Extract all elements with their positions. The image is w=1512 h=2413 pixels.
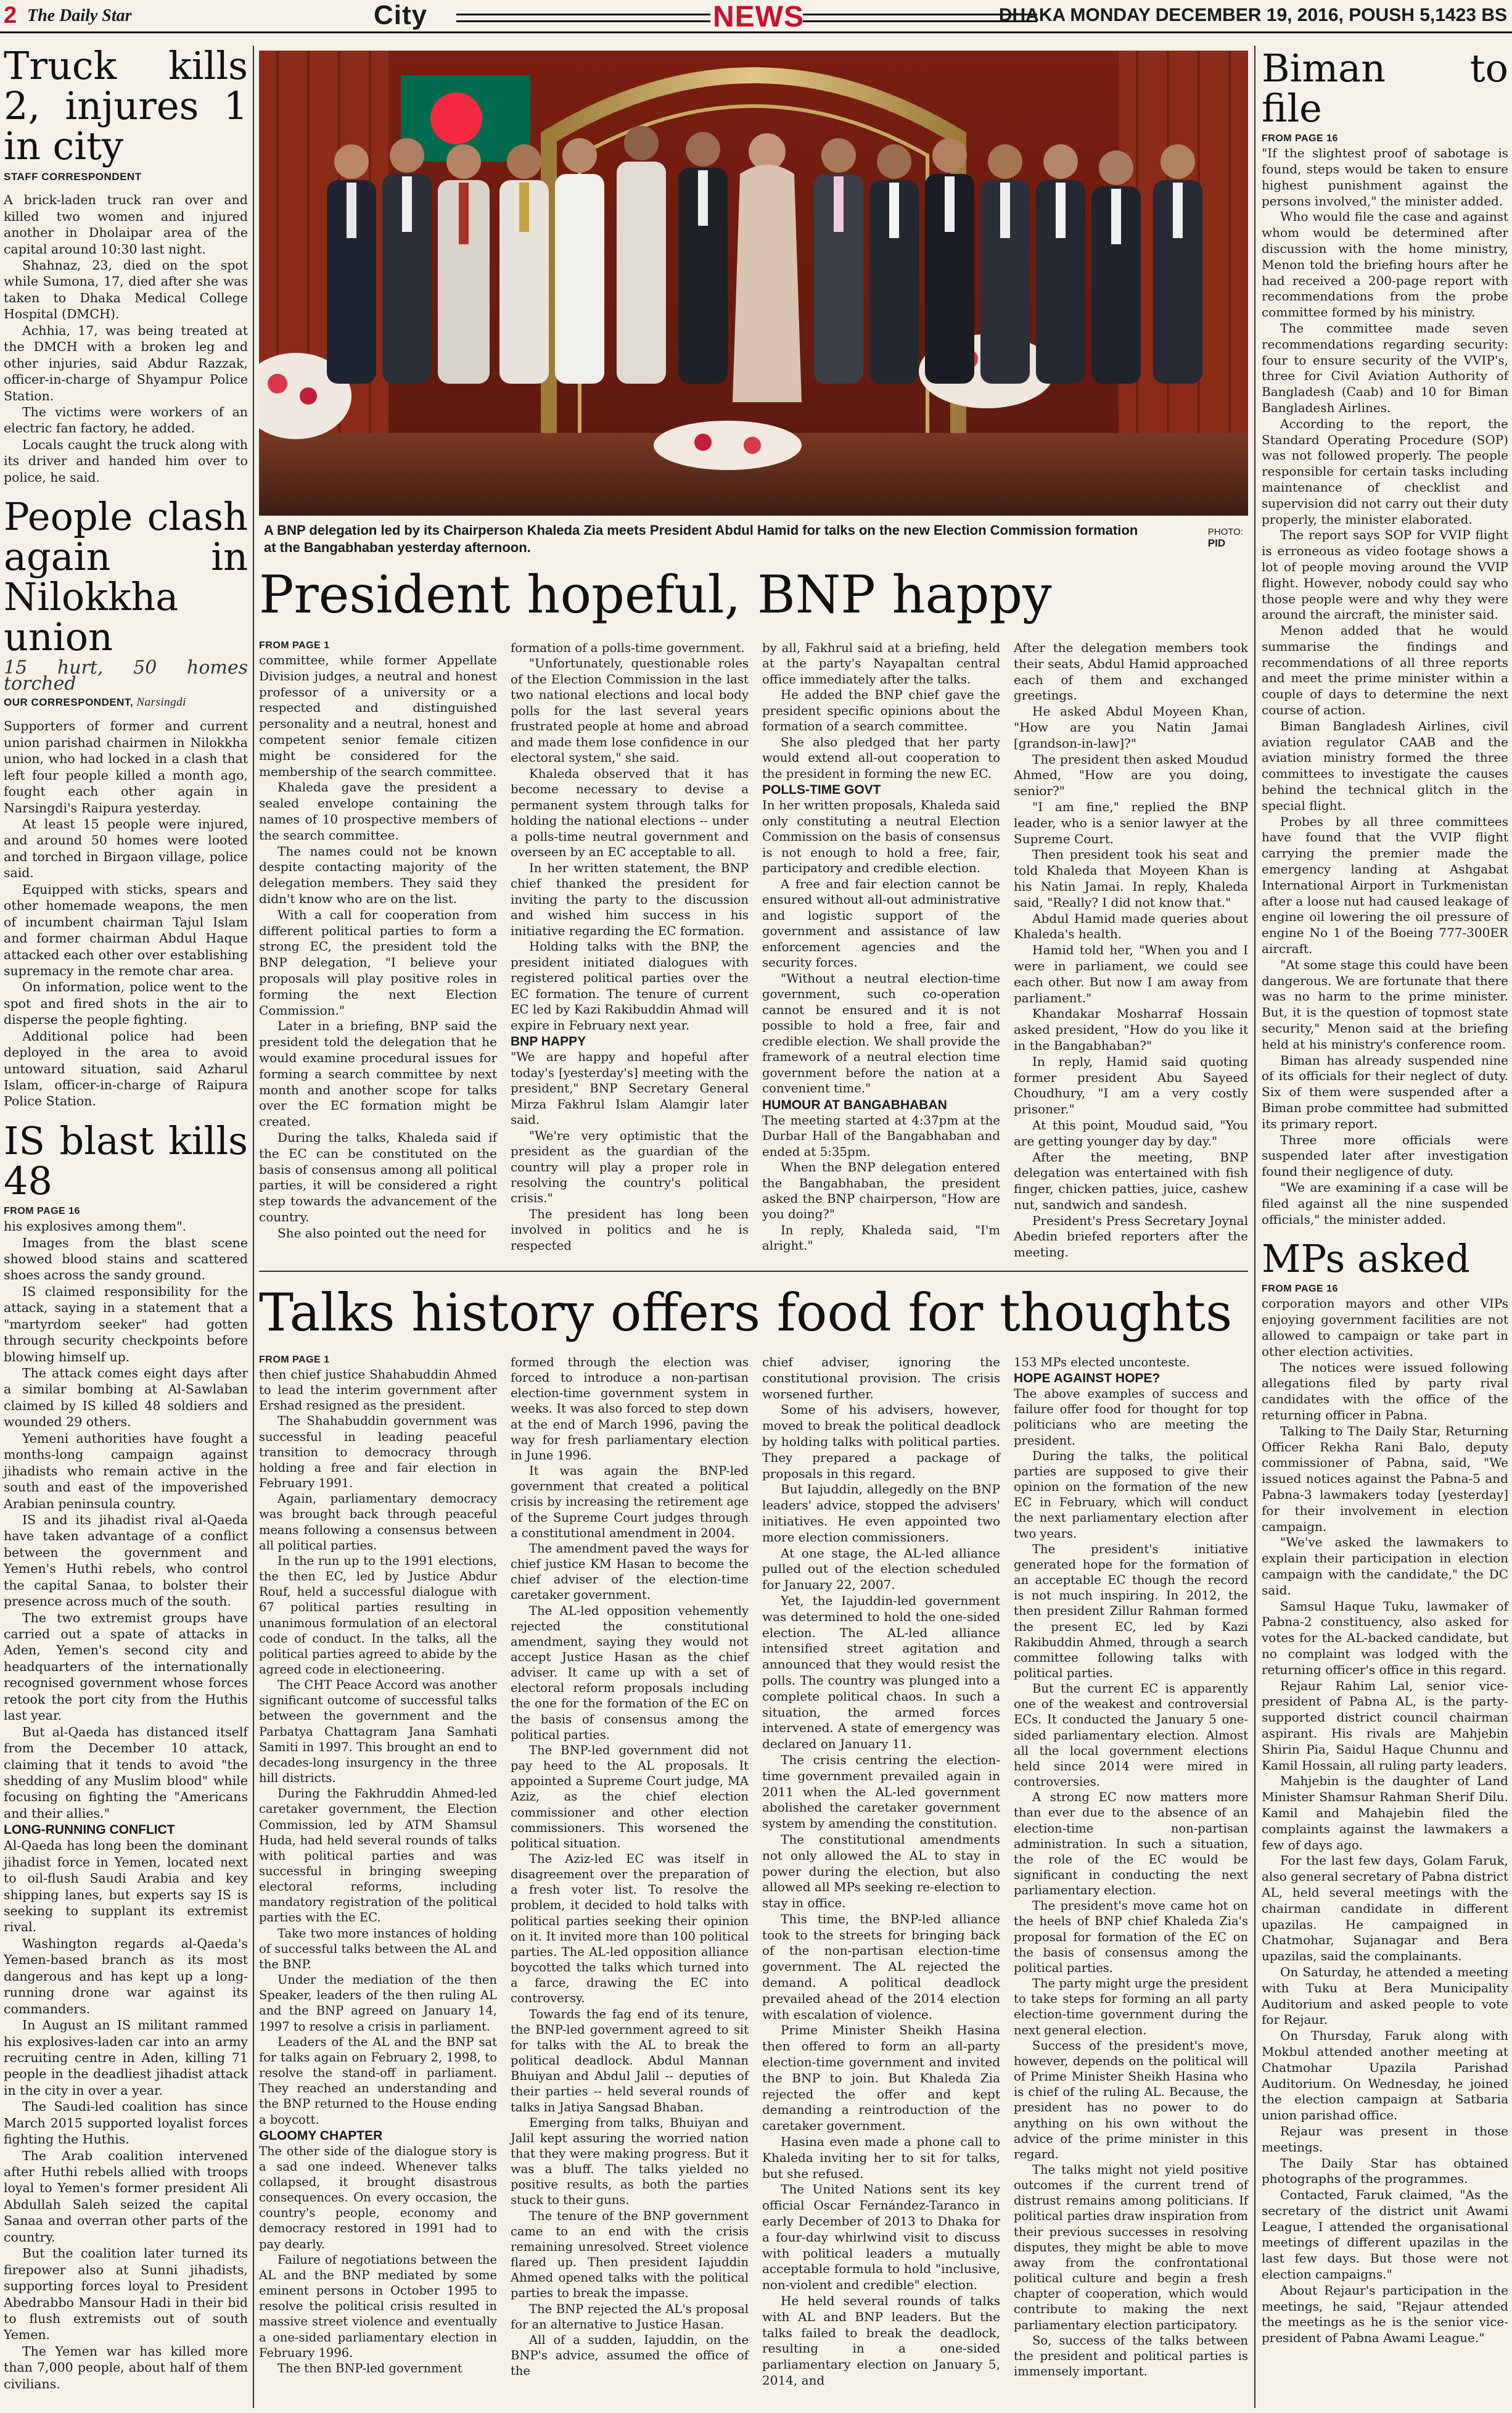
left-column — [4, 43, 248, 2392]
paragraph: Leaders of the AL and the BNP sat for talks again on February 2, 1998, to resolve the stand-off in parliament. They reached an understanding and the BNP returned to the House ending a boycott. — [259, 2034, 497, 2127]
paragraph: About Rejaur's participation in the meetings, he said, "Rejaur attended the meetings as he is the senior vice-president of Pabna Awami League." — [1262, 2282, 1508, 2346]
paragraph: Contacted, Faruk claimed, "As the secretary of the district unit Awami League, I attended the organisational meetings of different upazilas in the last few days. But those were not election campaigns." — [1262, 2187, 1508, 2282]
paragraph: On Saturday, he attended a meeting with Tuku at Bera Municipality Auditorium and asked people to vote for Rejaur. — [1262, 1964, 1508, 2027]
paragraph: Achhia, 17, was being treated at the DMCH with a broken leg and other injuries, said Abdur Razzak, officer-in-charge of Shyampur Police Station. — [4, 323, 248, 403]
paragraph: During the talks, Khaleda said if the EC can be constituted on the basis of consensus among all political parties, it will be considered a right step towards the advancement of the country. — [259, 1129, 497, 1224]
dateline: DHAKA MONDAY DECEMBER 19, 2016, POUSH 5,1423 BS — [998, 5, 1507, 25]
paragraph: "We've asked the lawmakers to explain their participation in election campaign with the candidate," the DC said. — [1262, 1535, 1508, 1598]
headline: MPs asked — [1262, 1236, 1470, 1282]
paragraph: Additional police had been deployed in the area to avoid untoward situation, said Azharul Islam, officer-in-charge of Raipura Police Station. — [4, 1028, 248, 1109]
headline: IS blast kills 48 — [4, 1118, 248, 1203]
paragraph: The BNP rejected the AL's proposal for an alternative to Justice Hasan. — [511, 2301, 749, 2332]
paragraph: The attack comes eight days after a similar bombing at Al-Sawlaban claimed by IS killed 48 soldiers and wounded 29 others. — [4, 1366, 248, 1430]
paragraph: The United Nations sent its key official Oscar Fernández-Taranco in early December of 2013 to Dhaka for a four-day whirlwind visit to discuss with political leaders a mutually acceptable formula to hold "inclusive, non-violent and credible" election. — [762, 2182, 1000, 2293]
talks-col-3 — [762, 1355, 1000, 2389]
paragraph: Locals caught the truck along with its driver and handed him over to police, he said. — [4, 437, 248, 485]
photo-caption: A BNP delegation led by its Chairperson Khaleda Zia meets President Abdul Hamid for talks on the new Election Commission formation at the Bangabhaban yesterday afternoon. — [264, 522, 1138, 555]
paragraph: Khandakar Mosharraf Hossain asked president, "How do you like it in the Bangabhaban?" — [1014, 1006, 1248, 1053]
story-body — [4, 1838, 248, 2392]
paragraph: The then BNP-led government — [277, 2361, 462, 2375]
paragraph: chief adviser, ignoring the constitutional provision. The crisis worsened further. — [762, 1355, 1000, 1401]
paragraph: Biman has already suspended nine of its officials for their neglect of duty. Six of them were suspended after a Biman probe committee had submitted its primary report. — [1262, 1052, 1508, 1131]
subhead: HOPE AGAINST HOPE? — [1014, 1371, 1161, 1386]
paragraph: It was again the BNP-led government that created a political crisis by increasing the retirement age of the Supreme Court judges through a constitutional amendment in 2004. — [511, 1464, 749, 1540]
paragraph: IS and its jihadist rival al-Qaeda have taken advantage of a conflict between the government and Yemen's Huthi rebels, who control the capital Sanaa, to bolster their presence across much of the south. — [4, 1512, 248, 1609]
paragraph: "I am fine," replied the BNP leader, who is a senior lawyer at the Supreme Court. — [1014, 799, 1248, 846]
masthead — [0, 0, 1512, 33]
kicker: 15 hurt, 50 homes torched — [4, 656, 248, 695]
paragraph: At one stage, the AL-led alliance pulled out of the election scheduled for January 22, 2007. — [762, 1545, 1000, 1593]
paragraph: The president has long been involved in politics and he is respected — [511, 1206, 749, 1253]
paragraph: 153 MPs elected unconteste. — [1014, 1355, 1190, 1369]
paragraph: He added the BNP chief gave the president specific opinions about the formation of a search committee. — [762, 688, 1000, 734]
paragraph: Biman Bangladesh Airlines, civil aviation regulator CAAB and the aviation ministry formed the three committees to investigate the causes behind the technical glitch in the special flight. — [1262, 718, 1508, 813]
paragraph: The Saudi-led coalition has since March 2015 supported loyalist forces fighting the Huthis. — [4, 2099, 248, 2147]
paragraph: "If the slightest proof of sabotage is found, steps would be taken to ensure highest punishment against the persons involved," the minister added. — [1262, 146, 1508, 208]
paragraph: IS claimed responsibility for the attack, saying in a statement that a "martyrdom seeker" had gotten through security checkpoints before blowing himself up. — [4, 1284, 248, 1364]
column-rule — [253, 46, 254, 2408]
paragraph: But the coalition later turned its firepower also at Sunni jihadists, supporting forces loyal to President Abedrabbo Mansour Hadi in their bid to flush extremists out of south Yemen. — [4, 2246, 248, 2343]
headline: Biman to file — [1262, 46, 1508, 131]
headline: People clash again in Nilokkha union — [4, 494, 248, 660]
story-body — [1262, 146, 1508, 1227]
paragraph: The CHT Peace Accord was another significant outcome of successful talks between the government and the Parbatya Chattagram Jana Samhati Samiti in 1997. This brought an end to decades-long insurgency in the three hill districts. — [259, 1678, 497, 1786]
paragraph: In the run up to the 1991 elections, the then EC, led by Justice Abdur Rouf, held a successful dialogue with 67 political parties resulting in unanimous formulation of an electoral code of conduct. In the talks, all the political parties agreed to abide by the agreed code in electioneering. — [259, 1553, 497, 1677]
paragraph: corporation mayors and other VIPs enjoying government facilities are not allowed to campaign or take part in other election activities. — [1262, 1296, 1508, 1359]
story-body — [1262, 1296, 1508, 2346]
paragraph: The crisis centring the election-time government prevailed again in 2011 when the AL-led government abolished the caretaker government system by amending the constitution. — [762, 1752, 1000, 1831]
story-biman — [1262, 48, 1508, 1227]
paragraph: Menon added that he would summarise the findings and recommendations of all three reports and meet the prime minister within a couple of days to determine the next course of action. — [1262, 623, 1508, 718]
paragraph: Khaleda gave the president a sealed envelope containing the names of 10 prospective members of the search committee. — [259, 780, 497, 843]
paragraph: Probes by all three committees have found that the VVIP flight carrying the premier made the emergency landing at Ashgabat International Airport in Turkmenistan after a loose nut had caused leakage of engine oil lowering the oil pressure of engine No 1 of the Boeing 777-300ER aircraft. — [1262, 814, 1508, 957]
paragraph: Then president took his seat and told Khaleda that Moyeen Khan is his Natin Jamai. In reply, Khaleda said, "Really? I did not know that." — [1014, 847, 1248, 910]
photo-caption-block — [259, 518, 1248, 561]
paragraph: The Arab coalition intervened after Huthi rebels allied with troops loyal to Yemen's former president Ali Abdullah Saleh seized the capital Sanaa and overran other parts of the country. — [4, 2148, 248, 2245]
jump-line: FROM PAGE 1 — [259, 1355, 330, 1365]
paragraph: The report says SOP for VVIP flight is erroneous as video footage shows a lot of people moving around the VVIP flight. However, nobody could say who those people were and why they were around the aircraft, the minister said. — [1262, 527, 1508, 622]
jump-line: FROM PAGE 16 — [4, 1206, 80, 1217]
paragraph: The Shahabuddin government was successful in leading peaceful transition to democracy through holding a free and fair election in February 1991. — [259, 1414, 497, 1491]
paragraph: But the current EC is apparently one of the weakest and controversial ECs. It conducted the January 5 one-sided parliamentary election. Almost all the local government elections held since 2014 were mired in controversies. — [1014, 1681, 1248, 1789]
paragraph: The committee made seven recommendations regarding security: four to ensure security of the VVIP's, three for Civil Aviation Authority of Bangladesh (Caab) and 10 for Biman Bangladesh Airlines. — [1262, 320, 1508, 415]
paragraph: At this point, Moudud said, "You are getting younger day by day." — [1014, 1117, 1248, 1149]
news-photo — [259, 51, 1248, 516]
story-mps — [1262, 1236, 1508, 2346]
paragraph: Talking to The Daily Star, Returning Officer Rekha Rani Balo, deputy commissioner of Pabna, said, "We issued notices against the Pabna-5 and Pabna-3 lawmakers today [yesterday] for their involvement in election campaign. — [1262, 1423, 1508, 1534]
paragraph: The tenure of the BNP government came to an end with the crisis remaining unresolved. Street violence flared up. Then president Iajuddin Ahmed opened talks with the political parties to break the impasse. — [511, 2208, 749, 2301]
headline-talks: Talks history offers food for thoughts — [259, 1282, 1233, 1343]
paragraph: In reply, Khaleda said, "I'm alright." — [762, 1223, 1000, 1253]
delegation-photo-illustration — [259, 51, 1248, 516]
paragraph: At least 15 people were injured, and around 50 homes were looted and torched in Birgaon village, police said. — [4, 817, 248, 881]
paragraph: Again, parliamentary democracy was brought back through peaceful means following a consensus between all political parties. — [259, 1491, 497, 1553]
paragraph: He held several rounds of talks with AL and BNP leaders. But the talks failed to break the deadlock, resulting in a one-sided parliamentary election on January 5, 2014, and — [762, 2293, 1000, 2388]
story-body — [4, 192, 248, 485]
paragraph: Three more officials were suspended later after investigation found their negligence of duty. — [1262, 1132, 1508, 1179]
paragraph: The names could not be known despite contacting majority of the delegation members. They said they didn't know who are on the list. — [259, 843, 497, 906]
president-col-3 — [762, 640, 1000, 1254]
talks-col-1 — [259, 1355, 497, 2376]
paragraph: In her written statement, the BNP chief thanked the president for inviting the party to the discussion and wished him success in his initiative regarding the EC formation. — [511, 860, 749, 938]
paragraph: Supporters of former and current union parishad chairmen in Nilokkha union, who had locked in a clash that left four people killed a month ago, fought each other again in Narsingdi's Raipura yesterday. — [4, 719, 248, 815]
paragraph: The talks might not yield positive outcomes if the current trend of distrust remains among politicians. If political parties draw inspiration from their previous successes in resolving disputes, they might be able to move away from the confrontational political culture and begin a fresh chapter of cooperation, which would contribute to making the next parliamentary election participatory. — [1014, 2162, 1248, 2332]
paragraph: "We are examining if a case will be filed against all the nine suspended officials," the minister added. — [1262, 1179, 1508, 1227]
paragraph: The meeting started at 4:37pm at the Durbar Hall of the Bangabhaban and ended at 5:35pm. — [762, 1113, 1000, 1159]
paragraph: This time, the BNP-led alliance took to the streets for bringing back of the non-partisan election-time government. The AL rejected the demand. A political deadlock prevailed ahead of the 2014 election with escalation of violence. — [762, 1911, 1000, 2022]
paragraph: The other side of the dialogue story is a sad one indeed. Whenever talks collapsed, it brought disastrous consequences. On every occasion, the country's people, economy and democracy restored in 1991 had to pay dearly. — [259, 2143, 497, 2251]
paragraph: A strong EC now matters more than ever due to the absence of an election-time non-partisan administration. In such a situation, the role of the EC would be significant in conducting the next parliamentary election. — [1014, 1790, 1248, 1898]
paragraph: formed through the election was forced to introduce a non-partisan election-time government system in weeks. It was also forced to step down at the end of March 1996, paving the way for fresh parliamentary election in June 1996. — [511, 1355, 749, 1462]
paragraph: In her written proposals, Khaleda said only constituting a neutral Election Commission on the basis of consensus is not enough to hold a free, fair, participatory and credible election. — [762, 798, 1000, 876]
paragraph: "Unfortunately, questionable roles of the Election Commission in the last two national elections and local body polls for the last several years frustrated people at home and abroad and made them lose confidence in our electoral system," she said. — [511, 656, 749, 765]
paragraph: Washington regards al-Qaeda's Yemen-based branch as its most dangerous and has kept up a long-running drone war against its commanders. — [4, 1936, 248, 2016]
president-col-1 — [259, 640, 497, 1241]
paragraph: The amendment paved the ways for chief justice KM Hasan to become the chief adviser of the election-time caretaker government. — [511, 1541, 749, 1602]
paragraph: Later in a briefing, BNP said the president told the delegation that he would examine procedural issues for forming a search committee by next month and another scope for talks over the EC formation might be created. — [259, 1018, 497, 1129]
paragraph: After the meeting, BNP delegation was entertained with fish finger, chicken patties, juice, cashew nut, sandwich and sandesh. — [1014, 1149, 1248, 1212]
paragraph: During the talks, the political parties are supposed to give their opinion on the formation of the new EC in February, which will conduct the next parliamentary election after two years. — [1014, 1448, 1248, 1541]
byline: STAFF CORRESPONDENT — [4, 171, 142, 183]
paragraph: During the Fakhruddin Ahmed-led caretaker government, the Election Commission, led by ATM Shamsul Huda, had held several rounds of talks with political parties and was successful in bringing sweeping electoral reforms, including mandatory registration of the political parties with the EC. — [259, 1786, 497, 1925]
paragraph: The BNP-led government did not pay heed to the AL proposals. It appointed a Supreme Court judge, MA Aziz, as the chief election commissioner and other election commissioners. This worsened the political situation. — [511, 1743, 749, 1850]
paragraph: The Yemen war has killed more than 7,000 people, about half of them civilians. — [4, 2343, 248, 2391]
page-number: 2 — [4, 2, 17, 28]
paragraph: The Aziz-led EC was itself in disagreement over the preparation of a fresh voter list. To resolve the problem, it decided to hold talks with political parties seeking their opinion on it. It invited more than 100 political parties. The AL-led opposition alliance boycotted the talks which turned into a farce, drawing the EC into controversy. — [511, 1852, 749, 2006]
paragraph: The party might urge the president to take steps for forming an all party election-time government during the next general election. — [1014, 1976, 1248, 2037]
jump-line: FROM PAGE 1 — [259, 640, 330, 651]
paragraph: The constitutional amendments not only allowed the AL to stay in power during the election, but also allowed all MPs seeking re-election to stay in office. — [762, 1831, 1000, 1911]
paragraph: Failure of negotiations between the AL and the BNP mediated by some eminent persons in October 1995 to resolve the political crisis resulted in massive street violence and eventually a one-sided parliamentary election in February 1996. — [259, 2252, 497, 2360]
headline-president: President hopeful, BNP happy — [259, 564, 1052, 625]
paragraph: Al-Qaeda has long been the dominant jihadist force in Yemen, located next to oil-flush Saudi Arabia and key shipping lanes, but experts say IS is seeking to supplant its extremist rival. — [4, 1838, 248, 1935]
paragraph: "We're very optimistic that the president as the guardian of the country will play a proper role in resolving the country's political crisis." — [511, 1128, 749, 1206]
paragraph: Images from the blast scene showed blood stains and scattered shoes across the sandy ground. — [4, 1235, 248, 1283]
paragraph: She also pledged that her party would extend all-out cooperation to the president in forming the new EC. — [762, 735, 1000, 781]
paragraph: The AL-led opposition vehemently rejected the constitutional amendment, saying they would not accept Justice Hasan as the chief adviser. It came up with a set of electoral reform proposals including the one for the formation of the EC on the basis of consensus among the political parties. — [511, 1603, 749, 1742]
paragraph: The president then asked Moudud Ahmed, "How are you doing, senior?" — [1014, 751, 1248, 799]
jump-line: FROM PAGE 16 — [1262, 1284, 1338, 1295]
paragraph: Holding talks with the BNP, the president initiated dialogues with registered political parties over the EC formation. The tenure of current EC led by Kazi Rakibuddin Ahmad will expire in February next year. — [511, 939, 749, 1033]
paragraph: Rejaur Rahim Lal, senior vice-president of Pabna AL, is the party-supported district council chairman aspirant. His rivals are Mahjebin Shirin Pia, Saidul Haque Chunnu and Kamil Hossain, all ruling party leaders. — [1262, 1678, 1508, 1773]
story-nilokkha — [4, 494, 248, 1110]
paragraph: President's Press Secretary Joynal Abedin briefed reporters after the meeting. — [1014, 1213, 1248, 1260]
paragraph: A brick-laden truck ran over and killed two women and injured another in Dholaipar area of the capital around 10:30 last night. — [4, 192, 248, 257]
photo-credit: PHOTO: PID — [1207, 527, 1243, 549]
paragraph: Yet, the Iajuddin-led government was determined to hold the one-sided election. The AL-led alliance intensified street agitation and announced that they would resist the polls. The country was plunged into a complete political chaos. In such a situation, the armed forces intervened. A state of emergency was declared on January 11. — [762, 1593, 1000, 1752]
story-body — [4, 1218, 248, 1821]
paragraph: "We are happy and hopeful after today's [yesterday's] meeting with the president," BNP Secretary General Mirza Fakhrul Islam Alamgir later said. — [511, 1050, 749, 1128]
paragraph: The Daily Star has obtained photographs of the programmes. — [1262, 2155, 1508, 2187]
president-col-4 — [1014, 640, 1248, 1261]
paragraph: In August an IS militant rammed his explosives-laden car into an army recruiting centre in Aden, killing 71 people in the deadliest jihadist attack in the city in over a year. — [4, 2018, 248, 2098]
paragraph: A free and fair election cannot be ensured without all-out administrative and logistic support of the government and assistance of law enforcement agencies and the security forces. — [762, 877, 1000, 970]
column-rule — [1254, 46, 1255, 2408]
paragraph: "At some stage this could have been dangerous. We are fortunate that there was no harm to the prime minister. But, it is the question of topmost state security," Menon said at the briefing held at his ministry's conference room. — [1262, 957, 1508, 1052]
paragraph: After the delegation members took their seats, Abdul Hamid approached each of them and exchanged greetings. — [1014, 640, 1248, 703]
paragraph: Rejaur was present in those meetings. — [1262, 2123, 1508, 2155]
paragraph: Emerging from talks, Bhuiyan and Jalil kept assuring the worried nation that they were making progress. But it was a bluff. The talks yielded no positive results, as both the parties stuck to their guns. — [511, 2115, 749, 2208]
paragraph: Khaleda observed that it has become necessary to devise a permanent system through talks for holding the national elections -- under a polls-time neutral government and overseen by an EC acceptable to all. — [511, 766, 749, 860]
paragraph: He asked Abdul Moyeen Khan, "How are you Natin Jamai [grandson-in-law]?" — [1014, 704, 1248, 751]
paragraph: On information, police went to the spot and fired shots in the air to disperse the people fighting. — [4, 980, 248, 1028]
paragraph: On Thursday, Faruk along with Mokbul attended another meeting at Chatmohar Upazila Parishad Auditorium. On Wednesday, he joined the election campaign at Satbaria union parishad office. — [1262, 2028, 1508, 2123]
paragraph: In reply, Hamid said quoting former president Abu Sayeed Choudhury, "I am a very costly prisoner." — [1014, 1054, 1248, 1117]
paragraph: Hasina even made a phone call to Khaleda inviting her to sit for talks, but she refused. — [762, 2134, 1000, 2181]
headline: Truck kills 2, injures 1 in city — [4, 43, 248, 169]
paragraph: formation of a polls-time government. — [511, 641, 745, 655]
paragraph: Equipped with sticks, spears and other homemade weapons, the men of incumbent chairman Tajul Islam and former chairman Abdul Haque attacked each other over establishing supremacy in the remote char area. — [4, 881, 248, 978]
paragraph: Hamid told her, "When you and I were in parliament, we could see each other. But now I am away from parliament." — [1014, 943, 1248, 1005]
paragraph: his explosives among them". — [4, 1219, 187, 1234]
paragraph: When the BNP delegation entered the Bangabhaban, the president asked the BNP chairperson, "How are you doing?" — [762, 1160, 1000, 1222]
subhead: POLLS-TIME GOVT — [762, 783, 881, 798]
paragraph: All of a sudden, Iajuddin, on the BNP's advice, assumed the office of the — [511, 2332, 749, 2378]
paragraph: Prime Minister Sheikh Hasina then offered to form an all-party election-time government and invited the BNP to join. But Khaleda Zia rejected the offer and kept demanding a reintroduction of the caretaker government. — [762, 2023, 1000, 2134]
talks-col-2 — [511, 1355, 749, 2378]
paragraph: The president's move came hot on the heels of BNP chief Khaleda Zia's proposal for formation of the EC on the basis of consensus among the political parties. — [1014, 1899, 1248, 1975]
paragraph: For the last few days, Golam Faruk, also general secretary of Pabna district AL, held several meetings with the chairman candidate in different upazilas. He campaigned in Chatmohar, Sujanagar and Bera upazilas, said the complainants. — [1262, 1853, 1508, 1964]
paragraph: The victims were workers of an electric fan factory, he added. — [4, 404, 248, 436]
paragraph: Abdul Hamid made queries about Khaleda's health. — [1014, 910, 1248, 942]
jump-line: FROM PAGE 16 — [1262, 133, 1338, 144]
paragraph: But al-Qaeda has distanced itself from the December 10 attack, claiming that it tends to avoid "the shedding of any Muslim blood" while focusing on fighting the "Americans and their allies." — [4, 1724, 248, 1821]
story-is-blast — [4, 1118, 248, 2392]
paragraph: The notices were issued following allegations filed by party rival candidates with the office of the returning officer in Pabna. — [1262, 1359, 1508, 1423]
masthead-rule — [456, 14, 710, 22]
paragraph: Under the mediation of the then Speaker, leaders of the then ruling AL and the BNP agreed on January 14, 1997 to resolve a crisis in parliament. — [259, 1973, 497, 2034]
subhead: LONG-RUNNING CONFLICT — [4, 1823, 175, 1838]
paragraph: Towards the fag end of its tenure, the BNP-led government agreed to sit for talks with the AL to break the political deadlock. Abdul Mannan Bhuiyan and Abdul Jalil -- deputies of their parties -- held several rounds of talks in Jatiya Sangsad Bhaban. — [511, 2007, 749, 2114]
president-col-2 — [511, 640, 749, 1253]
paragraph: Mahjebin is the daughter of Land Minister Shamsur Rahman Sherif Dilu. Kamil and Mahajebin filed the complaints against the lawmakers a few of days ago. — [1262, 1773, 1508, 1852]
subhead: GLOOMY CHAPTER — [259, 2128, 383, 2143]
paragraph: Some of his advisers, however, moved to break the political deadlock by holding talks with political parties. They prepared a package of proposals in this regard. — [762, 1402, 1000, 1481]
byline: OUR CORRESPONDENT, Narsingdi — [4, 696, 186, 709]
paragraph: Take two more instances of holding of successful talks between the AL and the BNP. — [259, 1926, 497, 1971]
paragraph: According to the report, the Standard Operating Procedure (SOP) was not followed properly. The people responsible for certain tasks including maintenance of checklist and supervision did not carry out their duty properly, the minister elaborated. — [1262, 416, 1508, 527]
paragraph: Samsul Haque Tuku, lawmaker of Pabna-2 constituency, also asked for votes for the AL-backed candidate, but no complaint was lodged with the returning officer's office in this regard. — [1262, 1598, 1508, 1677]
subhead: BNP HAPPY — [511, 1034, 586, 1049]
paragraph: But Iajuddin, allegedly on the BNP leaders' advice, stopped the advisers' initiatives. He even appointed two more election commissioners. — [762, 1482, 1000, 1545]
paragraph: So, success of the talks between the president and political parties is immensely important. — [1014, 2333, 1248, 2378]
paragraph: The president's initiative generated hope for the formation of an acceptable EC though the record is not much inspiring. In 2012, the then president Zillur Rahman formed the present EC, led by Kazi Rakibuddin Ahmed, through a search committee following talks with political parties. — [1014, 1541, 1248, 1680]
paragraph: committee, while former Appellate Division judges, a neutral and honest professor of a university or a respected and distinguished personality and a neutral, honest and competent senior female citizen might be considered for the membership of the search committee. — [259, 653, 497, 779]
story-truck — [4, 43, 248, 485]
talks-col-4 — [1014, 1355, 1248, 2379]
paragraph: "Without a neutral election-time government, such co-operation cannot be ensured and it is not possible to hold a free, fair and credible election. We shall provide the framework of a neutral election time government before the nation at a convenient time." — [762, 971, 1000, 1096]
category-label: NEWS — [713, 1, 804, 33]
paragraph: Shahnaz, 23, died on the spot while Sumona, 17, died after she was taken to Dhaka Medical College Hospital (DMCH). — [4, 258, 248, 322]
paragraph: The above examples of success and failure offer food for thought for top politicians who are meeting the president. — [1014, 1387, 1248, 1448]
paragraph: Success of the president's move, however, depends on the political will of Prime Minister Sheikh Hasina who is chief of the ruling AL. Because, the president has no power to do anything on his own without the advice of the prime minister in this regard. — [1014, 2038, 1248, 2161]
story-body — [4, 718, 248, 1110]
section-name: City — [374, 0, 428, 30]
paper-logo: The Daily Star — [27, 6, 132, 25]
story-divider — [259, 1271, 1248, 1272]
paragraph: With a call for cooperation from different political parties to form a strong EC, the president told the BNP delegation, "I believe your proposals will play positive roles in forming the next Election Commission." — [259, 907, 497, 1018]
paragraph: by all, Fakhrul said at a briefing, held at the party's Nayapaltan central office immediately after the talks. — [762, 641, 1000, 687]
paragraph: Yemeni authorities have fought a months-long campaign against jihadists who remain active in the south and east of the impoverished Arabian peninsula country. — [4, 1430, 248, 1511]
paragraph: then chief justice Shahabuddin Ahmed to lead the interim government after Ershad resigned as the president. — [259, 1367, 497, 1413]
paragraph: The two extremist groups have carried out a spate of attacks in Aden, Yemen's second city and headquarters of the internationally recognised government whose forces retook the port city from the Huthis last year. — [4, 1610, 248, 1723]
paragraph: Who would file the case and against whom would be determined after discussion with the home ministry, Menon told the briefing hours after he had received a 200-page report with recommendations from the probe committee formed by his ministry. — [1262, 209, 1508, 320]
right-column — [1262, 48, 1508, 2346]
paragraph: She also pointed out the need for — [277, 1225, 487, 1240]
subhead: HUMOUR AT BANGABHABAN — [762, 1097, 947, 1112]
